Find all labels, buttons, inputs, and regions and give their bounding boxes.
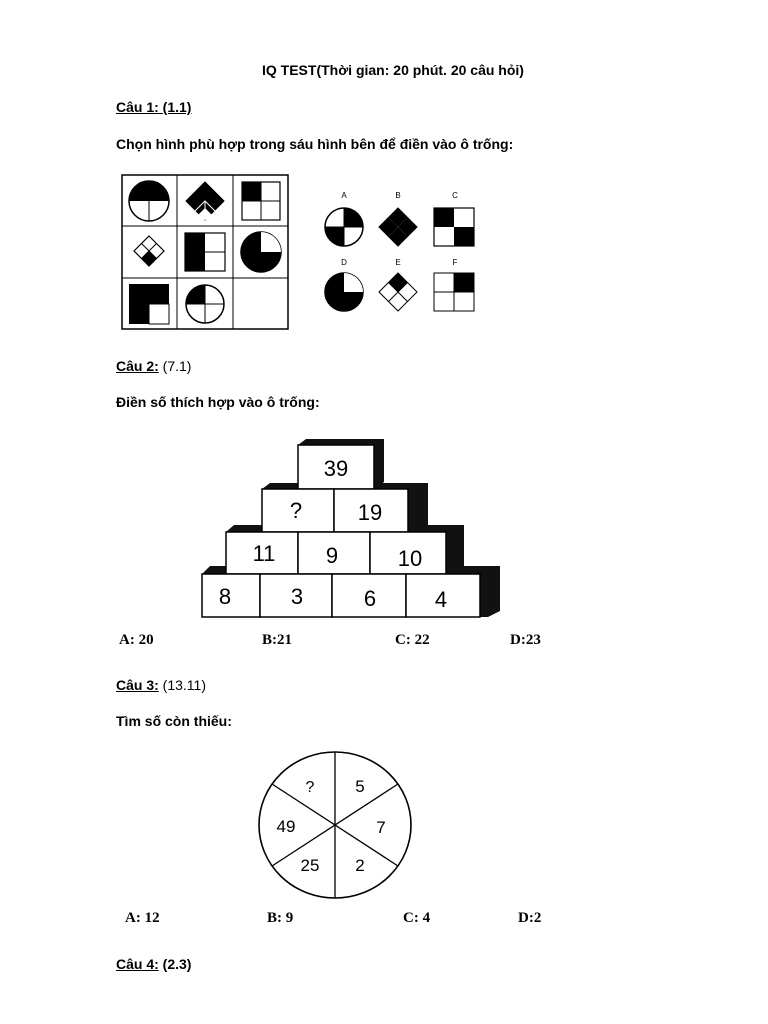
q2-answer-d: D:23 <box>510 632 541 648</box>
question-2-label: Câu 2: <box>116 358 159 374</box>
pyramid-cell-39: 39 <box>323 456 349 481</box>
pyramid-cell-9: 9 <box>325 543 339 568</box>
q2-answer-c: C: 22 <box>395 632 430 648</box>
matrix-cell-circle-half <box>129 181 169 221</box>
q3-answer-c: C: 4 <box>403 910 431 926</box>
option-e-label: E <box>395 258 401 267</box>
matrix-cell-square <box>242 182 280 220</box>
matrix-cell-l-shape <box>129 284 169 324</box>
wheel-segment-5: 5 <box>355 777 365 796</box>
pyramid-cell-3: 3 <box>290 584 304 609</box>
option-b-label: B <box>395 191 401 200</box>
option-d-label: D <box>341 258 347 267</box>
q3-answer-a: A: 12 <box>125 910 160 926</box>
option-f-shape <box>434 273 474 311</box>
question-3-code: (13.11) <box>158 677 207 693</box>
wheel-segment-2: 2 <box>355 856 365 875</box>
option-c-shape <box>434 208 474 246</box>
matrix-cell-circle-three-quarter <box>241 232 281 272</box>
q3-answer-d: D:2 <box>518 910 542 926</box>
question-1-code: (1.1) <box>158 99 192 115</box>
question-1-options-figure <box>318 190 478 312</box>
pyramid-cell-4: 4 <box>434 587 448 612</box>
option-a-shape <box>325 208 363 246</box>
pyramid-cell-19: 19 <box>357 500 383 525</box>
question-1-label: Câu 1: <box>116 99 159 115</box>
question-2-prompt: Điền số thích hợp vào ô trống: <box>116 394 320 410</box>
question-4-label: Câu 4: <box>116 956 159 972</box>
pyramid-cell-8: 8 <box>218 584 232 609</box>
question-3-heading <box>116 677 206 693</box>
option-a-label: A <box>341 191 347 200</box>
matrix-cell-rectangle <box>185 233 225 271</box>
question-1-heading <box>116 99 191 115</box>
option-c-label: C <box>452 191 458 200</box>
pyramid-cell-question: ? <box>289 498 303 523</box>
question-3-label: Câu 3: <box>116 677 159 693</box>
pyramid-cell-11: 11 <box>252 541 276 566</box>
wheel-segment-question: ? <box>305 779 315 796</box>
pyramid-cell-6: 6 <box>363 586 377 611</box>
wheel-segment-49: 49 <box>276 817 296 836</box>
number-wheel-figure <box>258 750 414 902</box>
option-d-shape <box>325 273 363 311</box>
pyramid-figure <box>198 437 508 619</box>
question-4-code: (2.3) <box>158 956 192 972</box>
question-1-matrix-figure <box>121 174 289 330</box>
wheel-segment-25: 25 <box>300 856 320 875</box>
matrix-cell-circle-quarter <box>186 285 224 323</box>
question-1-prompt: Chọn hình phù hợp trong sáu hình bên để điền vào ô trống: <box>116 136 514 152</box>
question-2-code: (7.1) <box>158 358 192 374</box>
pyramid-cell-10: 10 <box>397 546 423 571</box>
question-3-prompt: Tìm số còn thiếu: <box>116 713 232 729</box>
question-2-heading <box>116 358 191 374</box>
question-4-heading <box>116 956 191 972</box>
q3-answer-b: B: 9 <box>267 910 294 926</box>
page-title: IQ TEST(Thời gian: 20 phút. 20 câu hỏi) <box>262 62 524 78</box>
q2-answer-b: B:21 <box>262 632 292 648</box>
q2-answer-a: A: 20 <box>119 632 154 648</box>
option-b-shape <box>379 208 417 246</box>
option-f-label: F <box>452 258 458 267</box>
wheel-segment-7: 7 <box>376 818 386 837</box>
option-e-shape <box>379 273 417 311</box>
